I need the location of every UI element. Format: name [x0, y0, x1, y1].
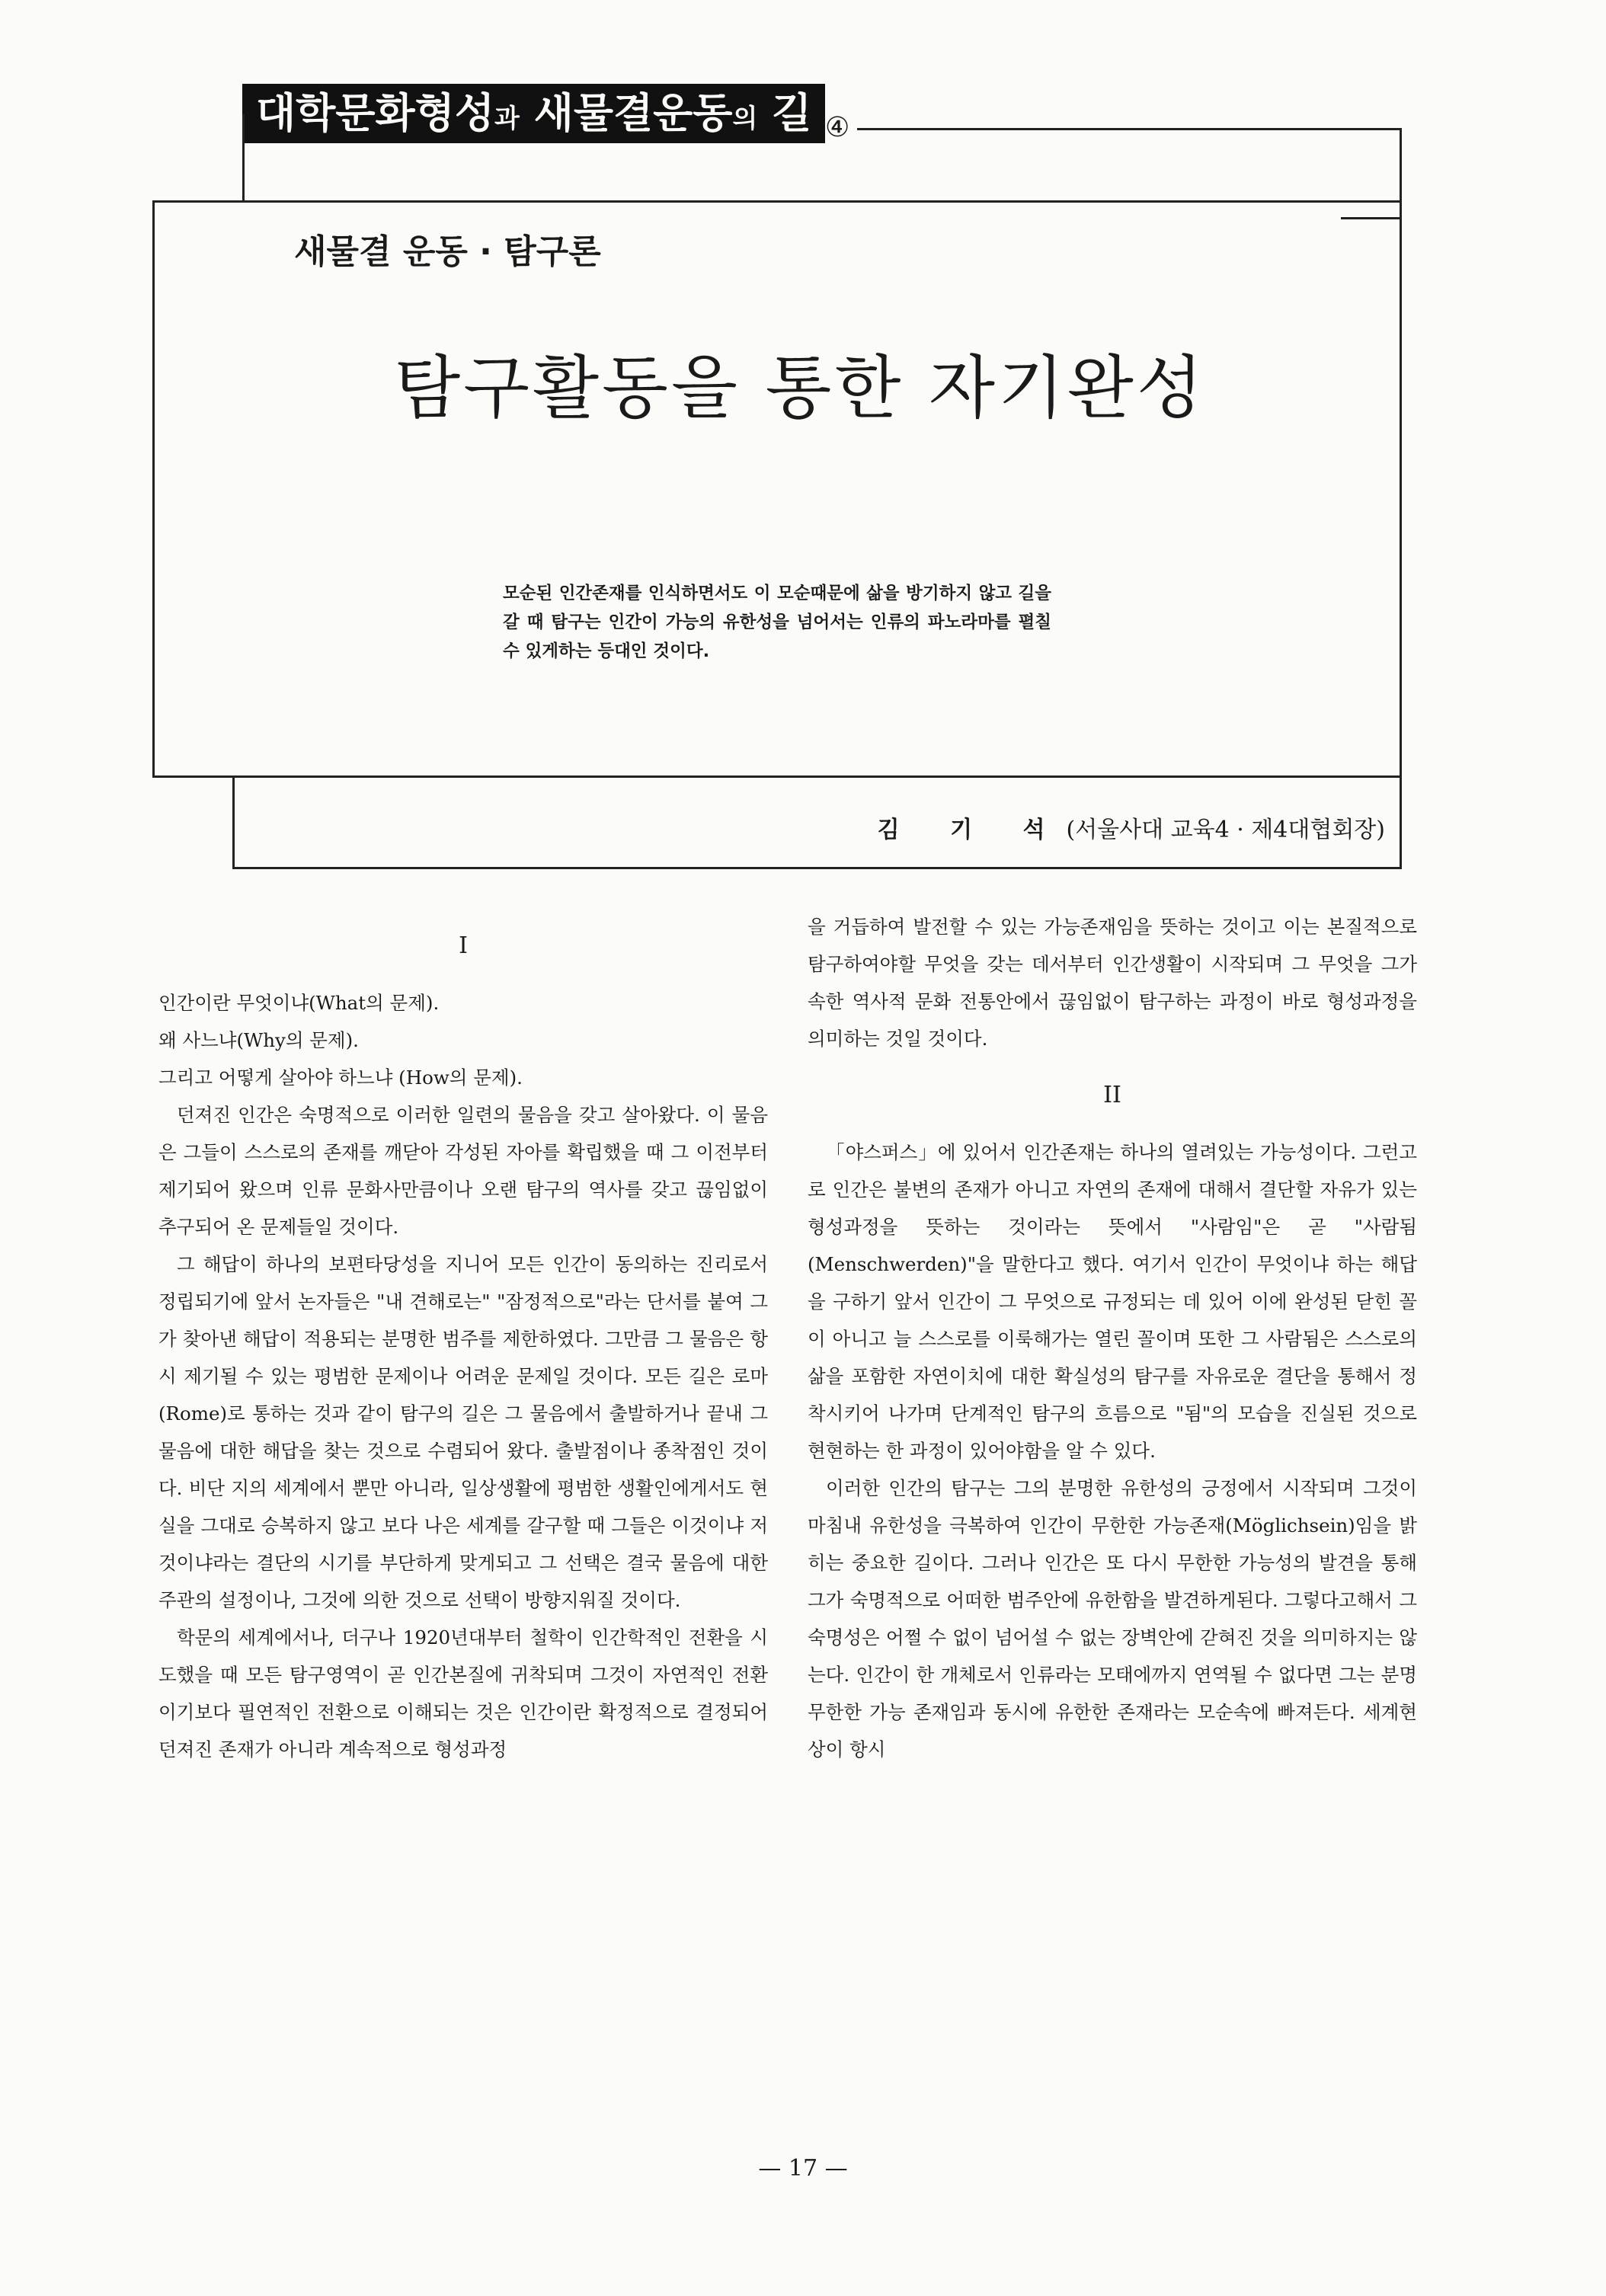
author-affiliation: (서울사대 교육4 · 제4대협회장) [1066, 817, 1385, 843]
body-paragraph: 인간이란 무엇이냐(What의 문제). [158, 992, 440, 1014]
body-paragraph: 그리고 어떻게 살아야 하느냐 (How의 문제). [158, 1066, 523, 1089]
header-frame-bottom [152, 775, 1402, 778]
series-banner-part-1: 대학문화형성 [256, 89, 494, 137]
series-number: ④ [825, 112, 850, 143]
section-heading-2: II [1103, 1082, 1121, 1108]
header-frame-right-top [1400, 128, 1402, 218]
byline-frame-bottom [232, 867, 1402, 869]
body-paragraph: 그 해답이 하나의 보편타당성을 지니어 모든 인간이 동의하는 진리로서 정립되기에 앞서 논자들은 "내 견해로는" "잠정적으로"라는 단서를 붙여 그가 찾아낸 해답이 적용되는 분명한 범주를 제한하였다. 그만큼 그 물음은 항시 제기될 수 있는 평범한 문제이나 어려운 문제일 것이다. 모든 길은 로마(Rome)로 통하는 것과 같이 탐구의 길은 그 물음에서 출발하거나 끝내 그물음에 대한 해답을 찾는 것으로 수렴되어 왔다. 출발점이나 종착점인 것이다. 비단 지의 세계에서 뿐만 아니라, 일상생활에 평범한 생활인에게서도 현실을 그대로 승복하지 않고 보다 나은 세계를 갈구할 때 그들은 이것이냐 저것이냐라는 결단의 시기를 부단하게 맞게되고 그 선택은 결국 물음에 대한 주관의 설정이나, 그것에 의한 것으로 선택이 방향지워질 것이다. [158, 1253, 768, 1611]
byline-frame-left [232, 775, 235, 868]
article-title: 탐구활동을 통한 자기완성 [394, 348, 1206, 428]
header-frame-left-outer [242, 114, 245, 202]
body-paragraph: 왜 사느냐(Why의 문제). [158, 1029, 359, 1051]
body-column-left [158, 908, 768, 1768]
banner-right-rule [857, 128, 1402, 130]
byline-frame-right [1400, 785, 1402, 868]
series-banner-part-2: 새물결운동 [533, 89, 733, 137]
body-paragraph: 을 거듭하여 발전할 수 있는 가능존재임을 뜻하는 것이고 이는 본질적으로 탐구하여야할 무엇을 갖는 데서부터 인간생활이 시작되며 그 무엇을 그가 속한 역사적 문화 전통안에서 끊임없이 탐구하는 과정이 바로 형성과정을 의미하는 것일 것이다. [808, 916, 1417, 1050]
body-paragraph: 학문의 세계에서나, 더구나 1920년대부터 철학이 인간학적인 전환을 시도했을 때 모든 탐구영역이 곧 인간본질에 귀착되며 그것이 자연적인 전환이기보다 필연적인 전환으로 이해되는 것은 인간이란 확정적으로 결정되어 던져진 존재가 아니라 계속적으로 형성과정 [158, 1626, 768, 1760]
series-banner [242, 84, 825, 143]
article-subtitle: 새물결 운동 · 탐구론 [294, 232, 601, 271]
article-summary: 모순된 인간존재를 인식하면서도 이 모순때문에 삶을 방기하지 않고 길을 갈 때 탐구는 인간이 가능의 유한성을 넘어서는 인류의 파노라마를 펼칠 수 있게하는 등대인 것이다. [503, 584, 1051, 661]
page-number: — 17 — [758, 2155, 848, 2182]
series-banner-part-3: 길 [772, 89, 812, 137]
header-frame-top-right [1341, 217, 1402, 219]
section-heading-1: I [459, 932, 468, 959]
body-paragraph: 이러한 인간의 탐구는 그의 분명한 유한성의 긍정에서 시작되며 그것이 마침내 유한성을 극복하여 인간이 무한한 가능존재(Möglichsein)임을 밝히는 중요한 길이다. 그러나 인간은 또 다시 무한한 가능성의 발견을 통해 그가 숙명적으로 어떠한 범주안에 유한함을 발견하게된다. 그렇다고해서 그 숙명성은 어쩔 수 없이 넘어설 수 없는 장벽안에 갇혀진 것을 의미하지는 않는다. 인간이 한 개체로서 인류라는 모태에까지 연역될 수 없다면 그는 분명 무한한 가능 존재임과 동시에 유한한 존재라는 모순속에 빠져든다. 세계현상이 항시 [808, 1477, 1417, 1760]
header-frame-left-inner [152, 200, 155, 775]
author-name: 김 기 석 [877, 817, 1067, 843]
body-paragraph: 「야스퍼스」에 있어서 인간존재는 하나의 열려있는 가능성이다. 그런고로 인간은 불변의 존재가 아니고 자연의 존재에 대해서 결단할 자유가 있는 형성과정을 뜻하는 것이라는 뜻에서 "사람임"은 곧 "사람됨(Menschwerden)"을 말한다고 했다. 여기서 인간이 무엇이냐 하는 해답을 구하기 앞서 인간이 그 무엇으로 규정되는 데 있어 이에 완성된 닫힌 꼴이 아니고 늘 스스로를 이룩해가는 열린 꼴이며 또한 그 사람됨은 스스로의 삶을 포함한 자연이치에 대한 확실성의 탐구를 자유로운 결단을 통해서 정착시키어 나가며 단계적인 탐구의 흐름으로 "됨"의 모습을 진실된 것으로 현현하는 한 과정이 있어야함을 알 수 있다. [808, 1141, 1417, 1462]
body-paragraph: 던져진 인간은 숙명적으로 이러한 일련의 물음을 갖고 살아왔다. 이 물음은 그들이 스스로의 존재를 깨닫아 각성된 자아를 확립했을 때 그 이전부터 제기되어 왔으며 인류 문화사만큼이나 오랜 탐구의 역사를 갖고 끊임없이 추구되어 온 문제들일 것이다. [158, 1104, 768, 1238]
body-column-right [808, 908, 1417, 1768]
series-banner-particle-1: 과 [494, 104, 520, 134]
header-frame-right-inner [1400, 217, 1402, 785]
header-frame-top [152, 200, 1402, 203]
series-banner-particle-2: 의 [732, 104, 758, 134]
byline [878, 807, 1385, 853]
